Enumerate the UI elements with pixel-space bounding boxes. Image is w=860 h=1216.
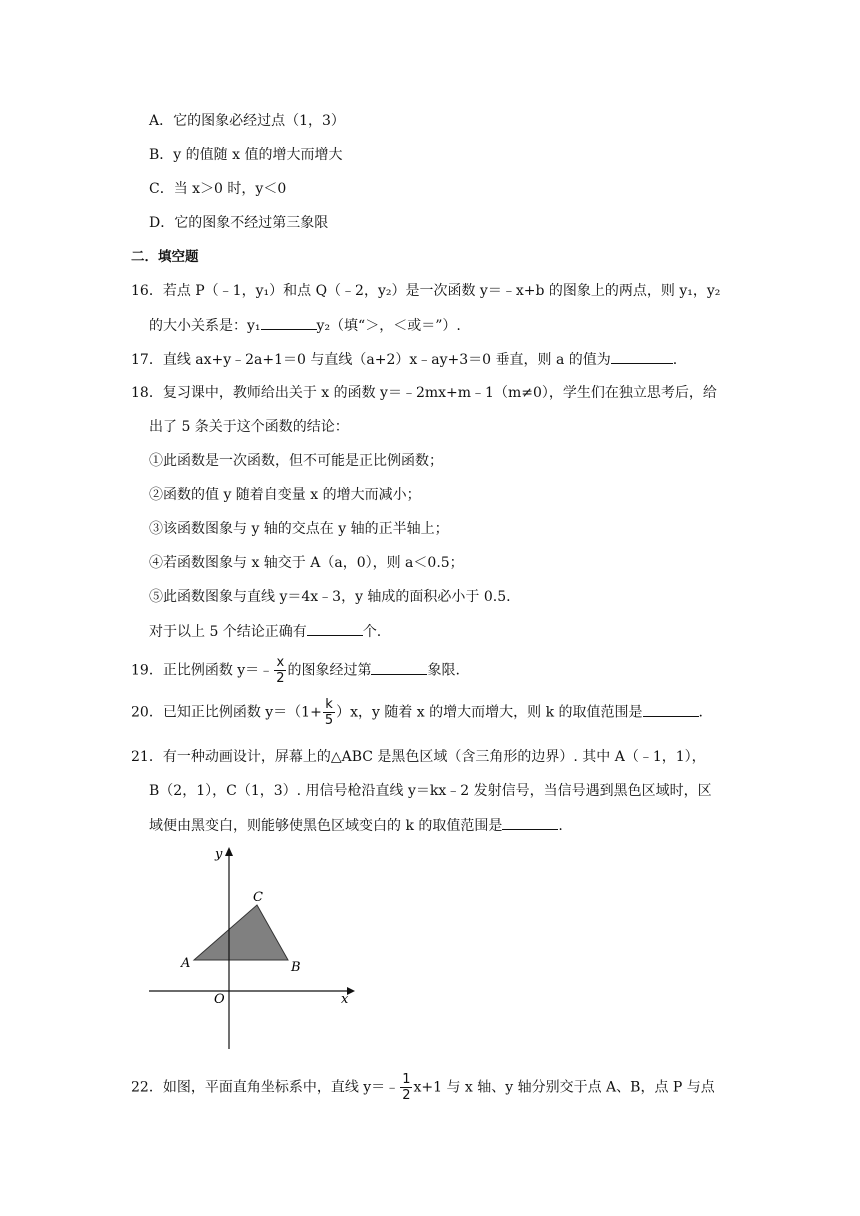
fraction-numerator: 1 [402, 1072, 411, 1087]
q16-text-b: y₂（填“＞，＜或＝”）. [316, 318, 461, 334]
q19-pre: 19．正比例函数 y＝﹣ [131, 662, 274, 679]
answer-blank-16[interactable] [261, 315, 317, 330]
fraction-denominator: 5 [324, 713, 334, 728]
point-c-label: C [253, 890, 263, 905]
q20-post: ）x，y 随着 x 的增大而增大，则 k 的取值范围是 [336, 704, 643, 721]
q18-conclusion-1: ①此函数是一次函数，但不可能是正比例函数； [149, 453, 443, 469]
point-b-label: B [291, 960, 301, 975]
fraction-numerator: k [323, 697, 335, 713]
question-16-line-2 [149, 315, 461, 336]
answer-blank-18[interactable] [307, 621, 363, 636]
q18-conclusion-5: ⑤此函数图象与直线 y＝4x﹣3，y 轴成的面积必小于 0.5. [149, 589, 511, 605]
fraction-x-over-2 [274, 655, 286, 686]
answer-blank-19[interactable] [371, 660, 427, 675]
y-axis-arrow [225, 847, 233, 856]
origin-label: O [214, 992, 225, 1007]
question-18-line-2: 出了 5 条关于这个函数的结论： [149, 419, 349, 435]
answer-blank-17[interactable] [611, 349, 673, 364]
triangle-abc [194, 905, 288, 960]
y-axis-label: y [215, 847, 223, 862]
q17-end: . [672, 352, 678, 368]
answer-blank-21[interactable] [502, 815, 558, 830]
question-16-line-1: 16．若点 P（﹣1，y₁）和点 Q（﹣2，y₂）是一次函数 y＝﹣x+b 的图象上的两点，则 y₁，y₂ [131, 283, 721, 299]
section-heading: 二．填空题 [131, 249, 199, 265]
q22-post: x+1 与 x 轴、y 轴分别交于点 A、B，点 P 与点 [413, 1079, 715, 1096]
question-20 [131, 697, 703, 728]
q20-pre: 20．已知正比例函数 y＝（1+ [131, 704, 322, 721]
fraction-1-over-2 [400, 1072, 412, 1103]
q18-conclusion-2: ②函数的值 y 随着自变量 x 的增大而减小； [149, 487, 421, 503]
q16-text-a: 的大小关系是：y₁ [149, 318, 261, 334]
triangle-coordinate-figure [145, 843, 360, 1053]
option-a: A．它的图象必经过点（1，3） [149, 113, 345, 129]
q17-text: 17．直线 ax+y﹣2a+1＝0 与直线（a+2）x﹣ay+3＝0 垂直，则 a 的值为 [131, 352, 611, 368]
fraction-denominator: 2 [276, 671, 285, 686]
q21-text: 域便由黑变白，则能够使黑色区域变白的 k 的取值范围是 [149, 818, 503, 834]
q21-end: . [558, 818, 563, 834]
q22-pre: 22．如图，平面直角坐标系中，直线 y＝﹣ [131, 1079, 400, 1096]
q20-end: . [698, 704, 703, 721]
fraction-denominator: 2 [402, 1088, 411, 1103]
point-a-label: A [181, 956, 191, 971]
question-21-line-3 [149, 815, 563, 836]
x-axis-label: x [341, 992, 349, 1007]
fraction-k-over-5 [323, 697, 335, 728]
fraction-numerator: x [274, 655, 286, 671]
q18-tail-a: 对于以上 5 个结论正确有 [149, 624, 307, 640]
question-18-line-1: 18．复习课中，教师给出关于 x 的函数 y＝﹣2mx+m﹣1（m≠0），学生们在独立思考后，给 [131, 385, 717, 401]
question-19 [131, 655, 460, 686]
question-17 [131, 349, 677, 370]
q18-conclusion-4: ④若函数图象与 x 轴交于 A（a，0），则 a＜0.5； [149, 555, 464, 571]
q18-tail-b: 个. [362, 624, 382, 640]
q19-post: 的图象经过第 [287, 662, 372, 679]
q18-conclusion-3: ③该函数图象与 y 轴的交点在 y 轴的正半轴上； [149, 521, 449, 537]
option-c: C．当 x＞0 时，y＜0 [149, 181, 287, 197]
question-21-line-1: 21．有一种动画设计，屏幕上的△ABC 是黑色区域（含三角形的边界）. 其中 A（﹣1，1）， [131, 749, 706, 765]
question-18-tail [149, 621, 381, 642]
option-b: B．y 的值随 x 值的增大而增大 [149, 147, 343, 163]
question-22 [131, 1072, 715, 1103]
answer-blank-20[interactable] [643, 702, 699, 717]
option-d: D．它的图象不经过第三象限 [149, 215, 329, 231]
question-21-line-2: B（2，1），C（1，3）. 用信号枪沿直线 y＝kx﹣2 发射信号，当信号遇到黑色区域时，区 [149, 783, 712, 799]
q19-end: 象限. [427, 662, 460, 679]
